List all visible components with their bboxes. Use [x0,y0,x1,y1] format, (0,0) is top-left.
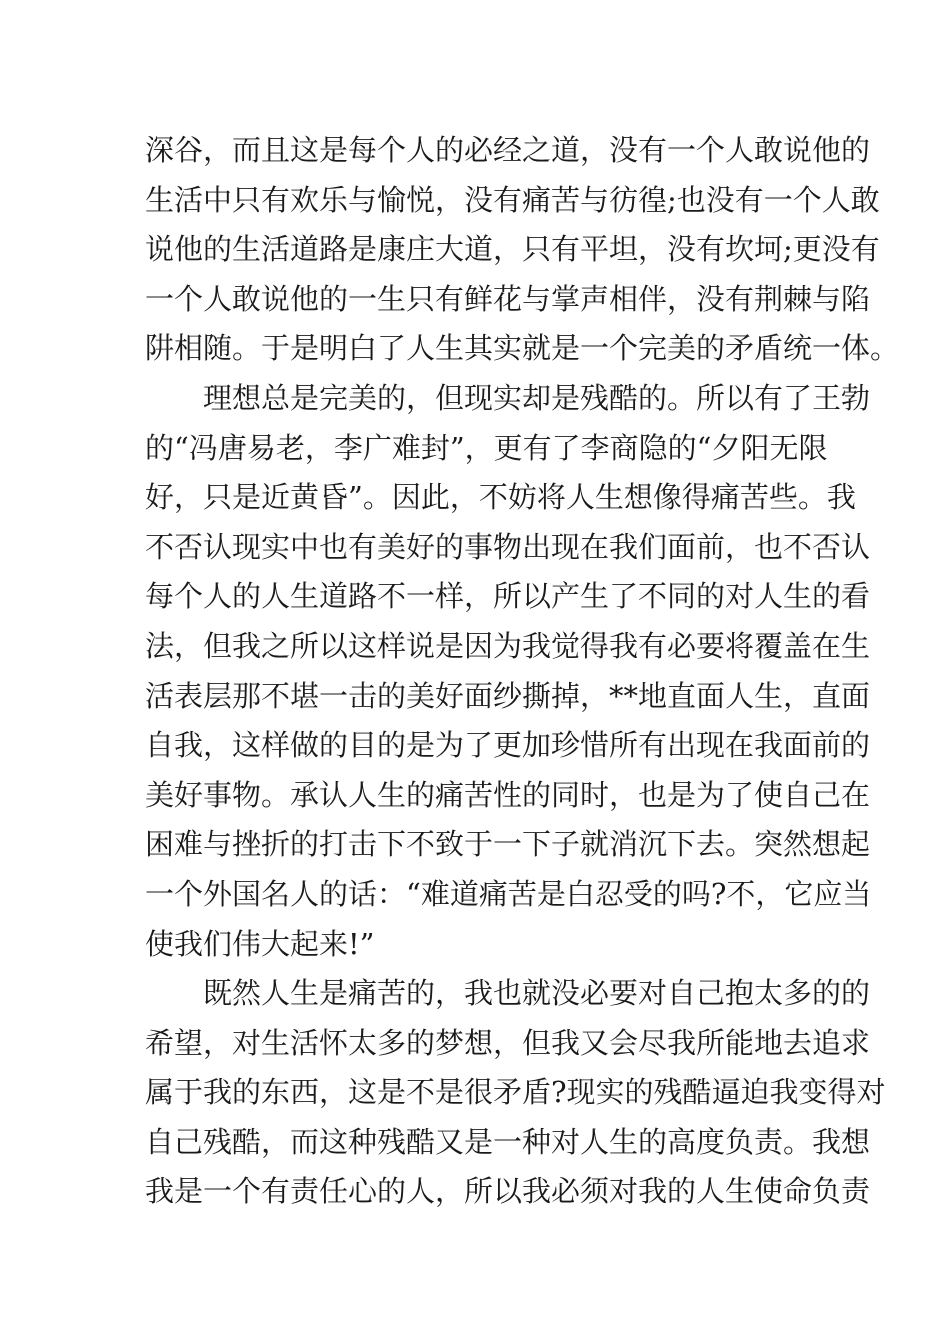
text-line: 深谷，而且这是每个人的必经之道，没有一个人敢说他的 [145,133,871,167]
text-line: 生活中只有欢乐与愉悦，没有痛苦与彷徨;也没有一个人敢 [145,182,880,217]
text-line: 使我们伟大起来!” [145,926,375,961]
text-line: 希望，对生活怀太多的梦想，但我又会尽我所能地去追求 [145,1025,871,1060]
text-line: 好，只是近黄昏”。因此，不妨将人生想像得痛苦些。我 [145,480,856,515]
body-text [145,126,900,1217]
text-line: 法，但我之所以这样说是因为我觉得我有必要将覆盖在生 [145,628,871,663]
text-line: 自己残酷，而这种残酷又是一种对人生的高度负责。我想 [145,1124,871,1159]
text-line: 美好事物。承认人生的痛苦性的同时，也是为了使自己在 [145,777,871,812]
text-line: 我是一个有责任心的人，所以我必须对我的人生使命负责 [145,1174,871,1209]
text-line: 自我，这样做的目的是为了更加珍惜所有出现在我面前的 [145,728,871,763]
text-line: 一个外国名人的话：“难道痛苦是白忍受的吗?不，它应当 [145,876,872,911]
text-line: 理想总是完美的，但现实却是残酷的。所以有了王勃 [203,380,871,415]
text-line: 活表层那不堪一击的美好面纱撕掉，**地直面人生，直面 [145,678,871,713]
text-line: 不否认现实中也有美好的事物出现在我们面前，也不否认 [145,529,871,564]
text-line: 的“冯唐易老，李广难封”，更有了李商隐的“夕阳无限 [145,430,828,465]
text-line: 属于我的东西，这是不是很矛盾?现实的残酷逼迫我变得对 [145,1075,886,1110]
text-line: 说他的生活道路是康庄大道，只有平坦，没有坎坷;更没有 [145,232,880,267]
text-line: 既然人生是痛苦的，我也就没必要对自己抱太多的的 [203,976,871,1011]
text-line: 阱相随。于是明白了人生其实就是一个完美的矛盾统一体。 [145,331,900,366]
text-line: 困难与挫折的打击下不致于一下子就消沉下去。突然想起 [145,827,871,862]
text-line: 每个人的人生道路不一样，所以产生了不同的对人生的看 [145,579,871,614]
text-line: 一个人敢说他的一生只有鲜花与掌声相伴，没有荆棘与陷 [145,281,871,316]
